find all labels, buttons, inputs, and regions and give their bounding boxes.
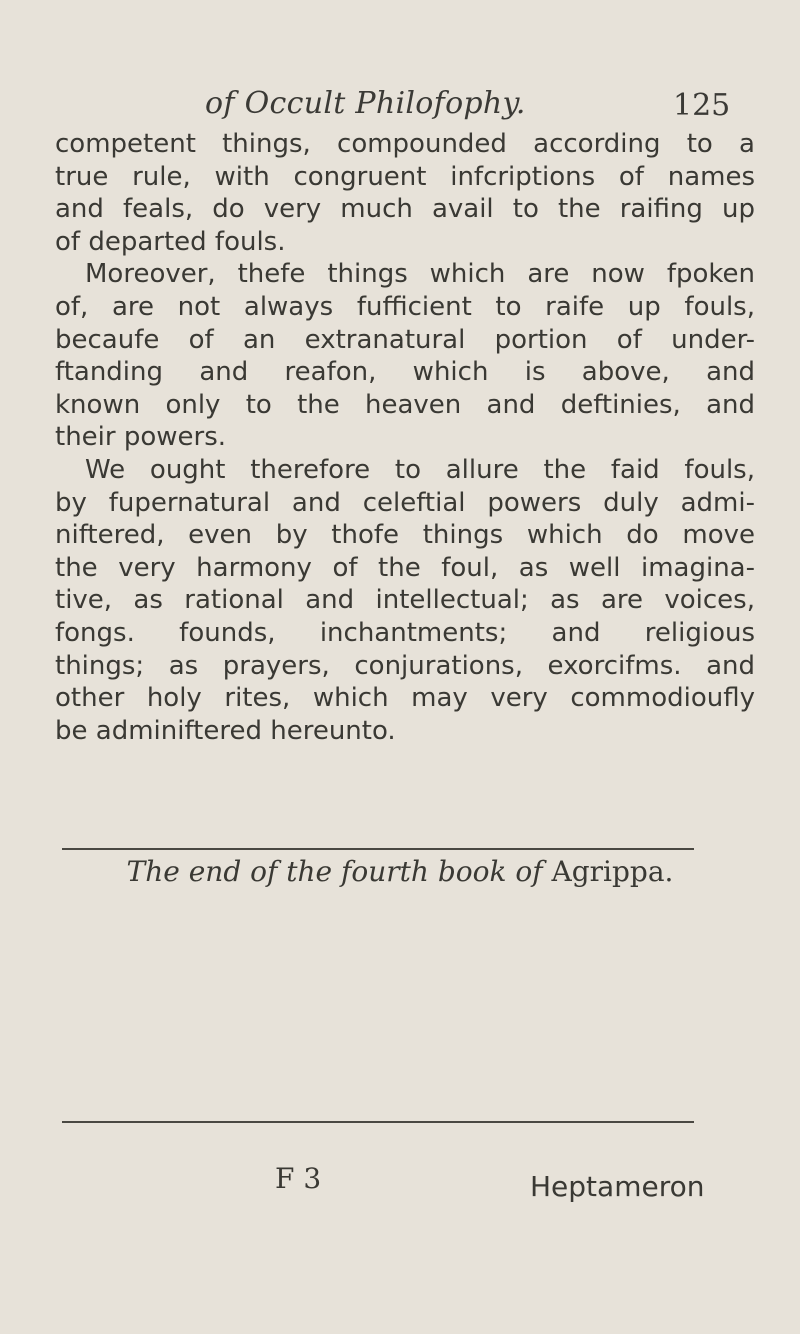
colophon-roman: Agrippa. (551, 855, 674, 888)
text-line: ftanding and reafon, which is above, and (55, 357, 755, 388)
catchword: Heptameron (530, 1170, 705, 1203)
text-line: true rule, with congruent infcriptions of names (55, 161, 755, 192)
text-line: competent things, compounded according to a (55, 129, 755, 159)
colophon-italic: The end of the fourth book of (126, 855, 543, 888)
colophon (0, 855, 800, 888)
text-line: fongs. founds, inchantments; and religious (55, 617, 755, 648)
text-line: by fupernatural and celeftial powers duly admi- (55, 487, 755, 518)
text-line: of departed fouls. (55, 226, 286, 257)
text-line: niftered, even by thofe things which do move (55, 520, 755, 551)
text-line: known only to the heaven and deftinies, and (55, 389, 755, 420)
text-line: We ought therefore to allure the faid fouls, (85, 454, 755, 485)
text-line: their powers. (55, 422, 227, 453)
text-line: things; as prayers, conjurations, exorcifms. and (55, 650, 755, 681)
text-line: and feals, do very much avail to the raifing up (55, 194, 755, 225)
text-line: other holy rites, which may very commodioufly (55, 683, 755, 714)
page-number: 125 (673, 88, 731, 123)
text-line: Moreover, thefe things which are now fpoken (85, 259, 755, 290)
text-line: of, are not always fufficient to raife up fouls, (55, 291, 755, 322)
text-line: becaufe of an extranatural portion of under- (55, 324, 755, 355)
page-header (0, 86, 800, 126)
body-text (55, 128, 755, 747)
text-line: be adminiftered hereunto. (55, 715, 396, 746)
text-line: the very harmony of the foul, as well imagina- (55, 552, 755, 583)
running-title: of Occult Philofophy. (205, 86, 526, 121)
bottom-divider-rule (62, 1121, 694, 1123)
signature-mark: F 3 (275, 1162, 322, 1195)
top-divider-rule (62, 848, 694, 850)
text-line: tive, as rational and intellectual; as are voices, (55, 585, 755, 616)
